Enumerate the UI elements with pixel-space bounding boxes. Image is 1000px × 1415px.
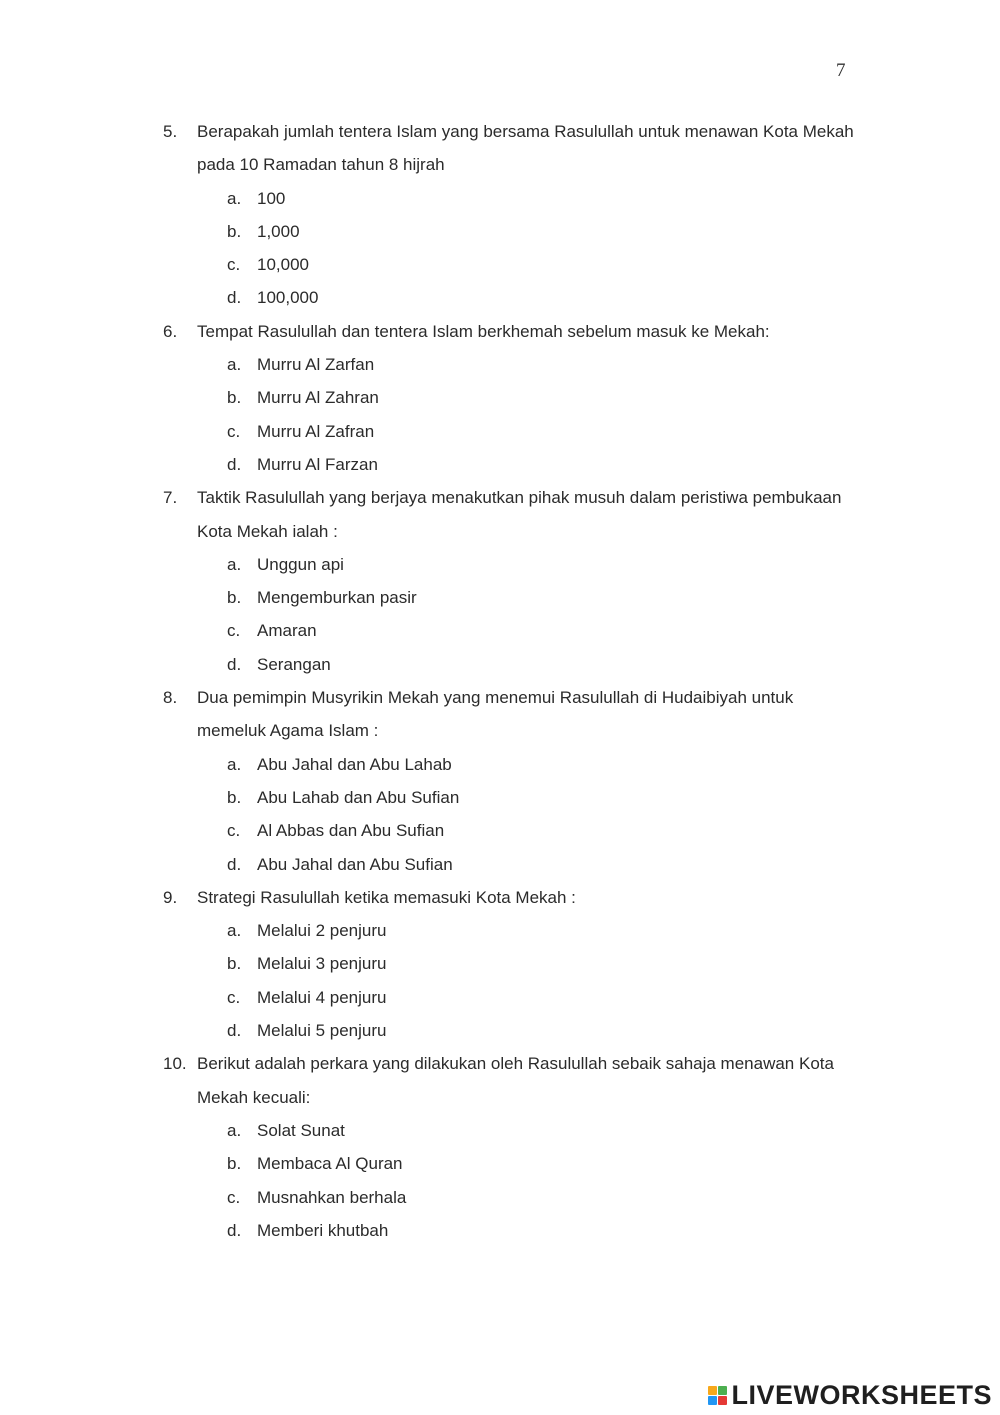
option-letter: c. bbox=[227, 421, 241, 441]
page-number: 7 bbox=[836, 60, 846, 81]
option-a bbox=[0, 748, 1000, 781]
option-letter: b. bbox=[227, 787, 242, 807]
option-text: Memberi khutbah bbox=[257, 1220, 389, 1240]
question-text: Taktik Rasulullah yang berjaya menakutkan pihak musuh dalam peristiwa pembukaan Kota Mekah ialah : bbox=[197, 488, 842, 541]
option-text: Murru Al Zafran bbox=[257, 421, 375, 441]
option-c bbox=[0, 415, 1000, 448]
question-6 bbox=[0, 315, 1000, 481]
option-letter: a. bbox=[227, 921, 242, 941]
option-list bbox=[0, 748, 1000, 881]
option-b bbox=[0, 381, 1000, 414]
option-a bbox=[0, 1114, 1000, 1147]
question-number: 9. bbox=[163, 887, 178, 907]
option-letter: a. bbox=[227, 554, 242, 574]
option-a bbox=[0, 182, 1000, 215]
option-text: Melalui 2 penjuru bbox=[257, 921, 387, 941]
option-text: Amaran bbox=[257, 621, 317, 641]
option-text: Murru Al Zahran bbox=[257, 388, 379, 408]
option-letter: c. bbox=[227, 621, 241, 641]
logo-square-4 bbox=[718, 1396, 727, 1405]
option-text: Serangan bbox=[257, 654, 331, 674]
option-d bbox=[0, 648, 1000, 681]
option-text: Murru Al Zarfan bbox=[257, 355, 375, 375]
option-text: Melalui 4 penjuru bbox=[257, 987, 387, 1007]
option-text: Membaca Al Quran bbox=[257, 1154, 403, 1174]
question-text: Berapakah jumlah tentera Islam yang bersama Rasulullah untuk menawan Kota Mekah pada 10 Ramadan tahun 8 hijrah bbox=[197, 122, 854, 175]
option-letter: b. bbox=[227, 588, 242, 608]
liveworksheets-logo-icon bbox=[708, 1386, 727, 1405]
question-5 bbox=[0, 115, 1000, 315]
option-text: 10,000 bbox=[257, 255, 309, 275]
option-b bbox=[0, 215, 1000, 248]
option-b bbox=[0, 581, 1000, 614]
option-letter: b. bbox=[227, 1154, 242, 1174]
option-text: 100 bbox=[257, 188, 286, 208]
option-letter: d. bbox=[227, 654, 242, 674]
option-letter: a. bbox=[227, 754, 242, 774]
question-10 bbox=[0, 1047, 1000, 1247]
option-d bbox=[0, 848, 1000, 881]
question-text: Dua pemimpin Musyrikin Mekah yang menemui Rasulullah di Hudaibiyah untuk memeluk Agama Islam : bbox=[197, 688, 794, 741]
question-number: 6. bbox=[163, 321, 178, 341]
option-d bbox=[0, 1214, 1000, 1247]
option-letter: c. bbox=[227, 255, 241, 275]
option-list bbox=[0, 914, 1000, 1047]
option-letter: d. bbox=[227, 454, 242, 474]
option-list bbox=[0, 348, 1000, 481]
option-b bbox=[0, 781, 1000, 814]
option-c bbox=[0, 814, 1000, 847]
option-letter: a. bbox=[227, 1120, 242, 1140]
option-text: Al Abbas dan Abu Sufian bbox=[257, 821, 445, 841]
option-text: Unggun api bbox=[257, 554, 344, 574]
question-number: 10. bbox=[163, 1054, 187, 1074]
question-number: 5. bbox=[163, 122, 178, 141]
option-text: Melalui 5 penjuru bbox=[257, 1021, 387, 1041]
option-b bbox=[0, 1147, 1000, 1180]
option-text: Abu Jahal dan Abu Lahab bbox=[257, 754, 452, 774]
question-number: 7. bbox=[163, 488, 178, 508]
option-d bbox=[0, 448, 1000, 481]
option-list bbox=[0, 548, 1000, 681]
option-letter: a. bbox=[227, 355, 242, 375]
option-c bbox=[0, 248, 1000, 281]
option-text: Abu Jahal dan Abu Sufian bbox=[257, 854, 453, 874]
option-letter: d. bbox=[227, 288, 242, 308]
option-c bbox=[0, 614, 1000, 647]
option-text: Mengemburkan pasir bbox=[257, 588, 417, 608]
option-letter: c. bbox=[227, 1187, 241, 1207]
logo-square-1 bbox=[708, 1386, 717, 1395]
option-c bbox=[0, 1181, 1000, 1214]
question-text: Strategi Rasulullah ketika memasuki Kota Mekah : bbox=[197, 887, 576, 907]
option-text: Melalui 3 penjuru bbox=[257, 954, 387, 974]
question-text: Tempat Rasulullah dan tentera Islam berkhemah sebelum masuk ke Mekah: bbox=[197, 321, 770, 341]
option-text: Musnahkan berhala bbox=[257, 1187, 407, 1207]
option-a bbox=[0, 348, 1000, 381]
option-d bbox=[0, 281, 1000, 314]
logo-square-3 bbox=[708, 1396, 717, 1405]
liveworksheets-brand[interactable] bbox=[708, 1380, 992, 1411]
option-text: Abu Lahab dan Abu Sufian bbox=[257, 787, 460, 807]
question-text: Berikut adalah perkara yang dilakukan oleh Rasulullah sebaik sahaja menawan Kota Mekah kecuali: bbox=[197, 1054, 834, 1107]
option-text: 1,000 bbox=[257, 221, 300, 241]
option-letter: b. bbox=[227, 388, 242, 408]
brand-text: LIVEWORKSHEETS bbox=[731, 1380, 992, 1410]
question-list bbox=[0, 115, 1000, 1247]
option-letter: b. bbox=[227, 954, 242, 974]
option-letter: d. bbox=[227, 1021, 242, 1041]
option-letter: c. bbox=[227, 987, 241, 1007]
option-letter: a. bbox=[227, 188, 242, 208]
option-text: Murru Al Farzan bbox=[257, 454, 378, 474]
option-list bbox=[0, 1114, 1000, 1247]
question-8 bbox=[0, 681, 1000, 881]
option-list bbox=[0, 182, 1000, 315]
option-c bbox=[0, 981, 1000, 1014]
option-d bbox=[0, 1014, 1000, 1047]
option-letter: d. bbox=[227, 1220, 242, 1240]
question-number: 8. bbox=[163, 688, 178, 708]
option-text: 100,000 bbox=[257, 288, 319, 308]
option-a bbox=[0, 548, 1000, 581]
option-letter: d. bbox=[227, 854, 242, 874]
option-letter: c. bbox=[227, 821, 241, 841]
option-letter: b. bbox=[227, 221, 242, 241]
option-text: Solat Sunat bbox=[257, 1120, 345, 1140]
option-a bbox=[0, 914, 1000, 947]
question-7 bbox=[0, 481, 1000, 681]
question-9 bbox=[0, 881, 1000, 1047]
logo-square-2 bbox=[718, 1386, 727, 1395]
option-b bbox=[0, 947, 1000, 980]
